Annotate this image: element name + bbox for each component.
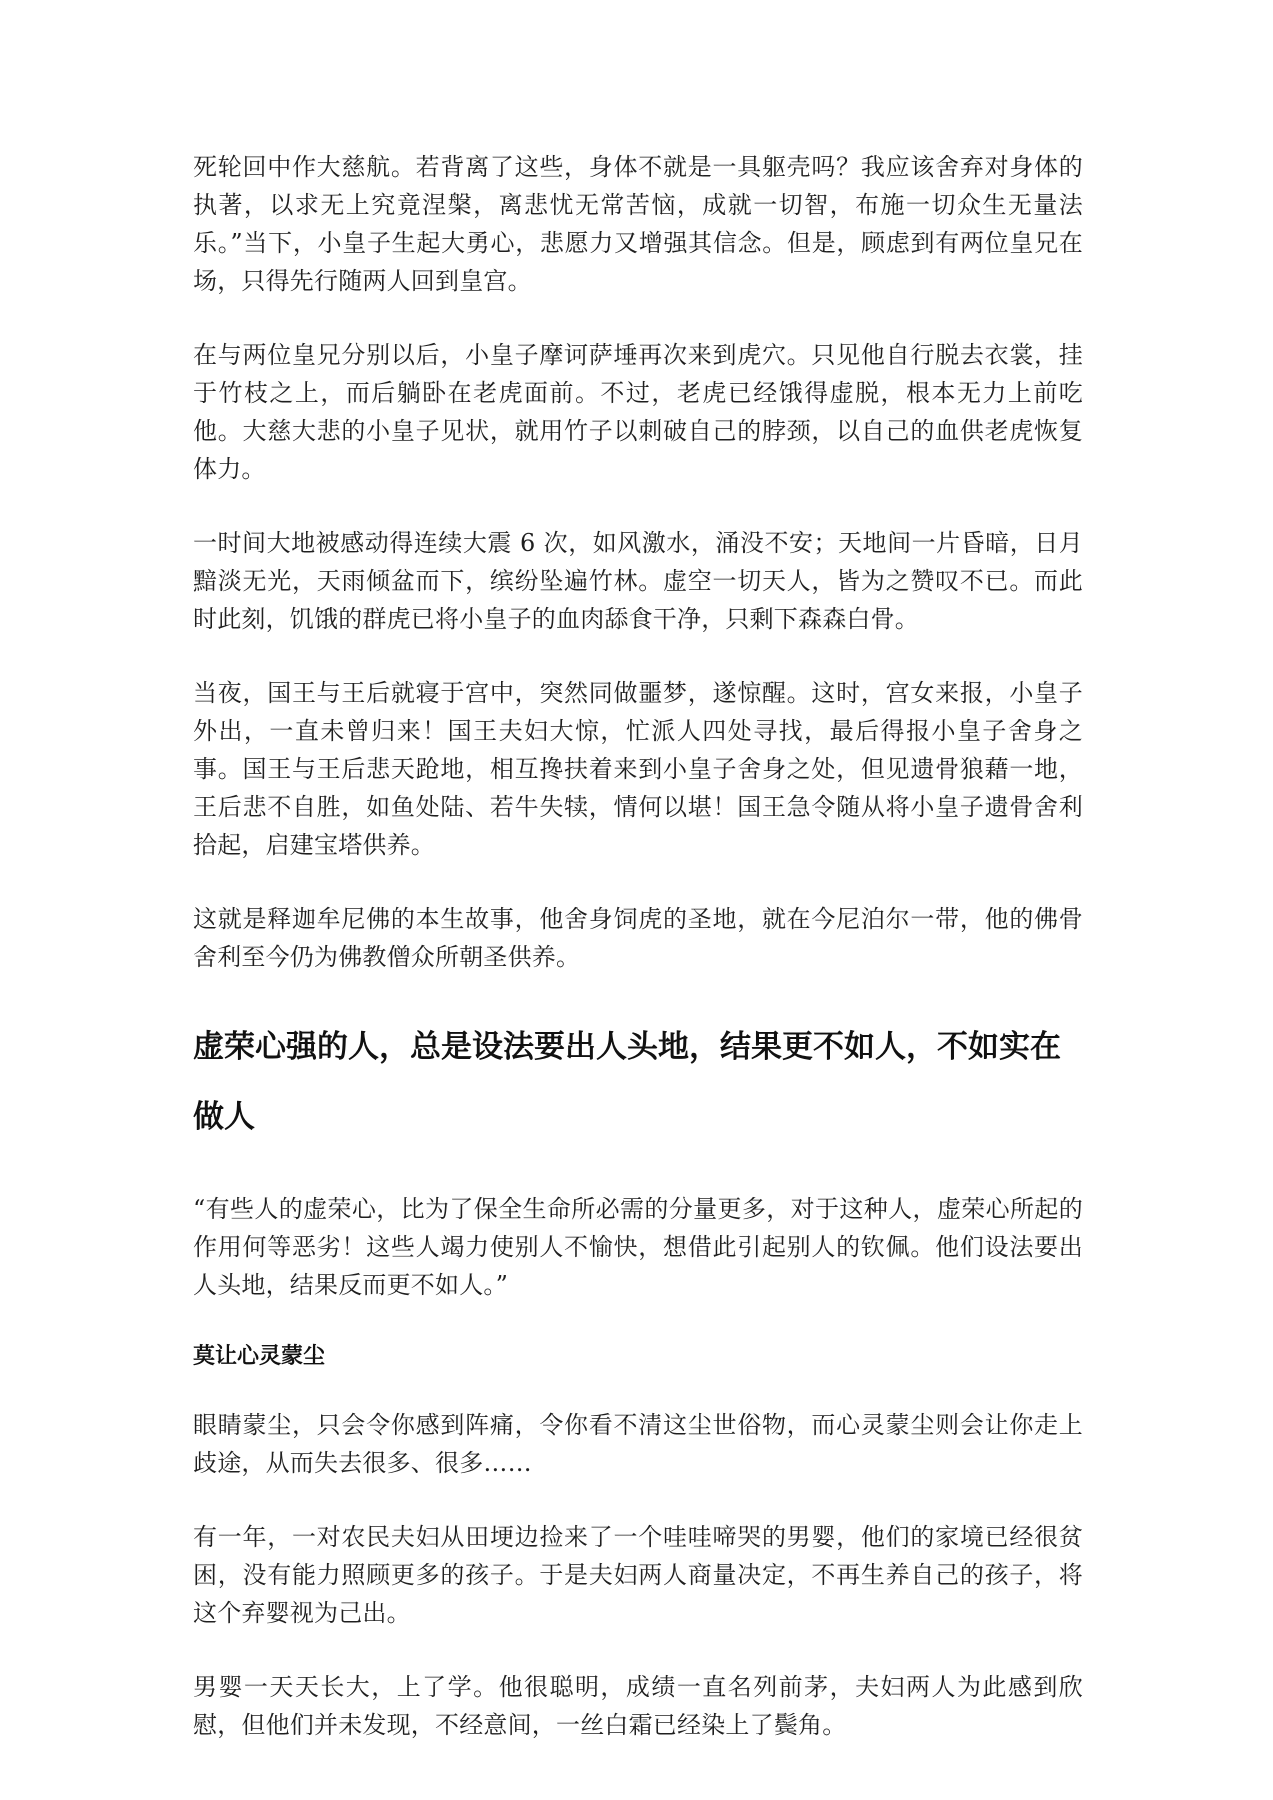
quote-paragraph: “有些人的虚荣心，比为了保全生命所必需的分量更多，对于这种人，虚荣心所起的作用何等恶劣！这些人竭力使别人不愉快，想借此引起别人的钦佩。他们设法要出人头地，结果反而更不如人。” [193,1195,1083,1299]
paragraph: 有一年，一对农民夫妇从田埂边捡来了一个哇哇啼哭的男婴，他们的家境已经很贫困，没有能力照顾更多的孩子。于是夫妇两人商量决定，不再生养自己的孩子，将这个弃婴视为己出。 [193,1523,1083,1627]
paragraph: 当夜，国王与王后就寝于宫中，突然同做噩梦，遂惊醒。这时，宫女来报，小皇子外出，一直未曾归来！国王夫妇大惊，忙派人四处寻找，最后得报小皇子舍身之事。国王与王后悲天跄地，相互搀扶着来到小皇子舍身之处，但见遗骨狼藉一地，王后悲不自胜，如鱼处陆、若牛失犊，情何以堪！国王急令随从将小皇子遗骨舍利拾起，启建宝塔供养。 [193,679,1083,859]
paragraph: 死轮回中作大慈航。若背离了这些，身体不就是一具躯壳吗？我应该舍弃对身体的执著，以求无上究竟涅槃，离悲忧无常苦恼，成就一切智，布施一切众生无量法乐。”当下，小皇子生起大勇心，悲愿力又增强其信念。但是，顾虑到有两位皇兄在场，只得先行随两人回到皇宫。 [193,153,1083,295]
section-heading: 虚荣心强的人，总是设法要出人头地，结果更不如人，不如实在做人 [193,1029,1061,1135]
paragraph: 这就是释迦牟尼佛的本生故事，他舍身饲虎的圣地，就在今尼泊尔一带，他的佛骨舍利至今仍为佛教僧众所朝圣供养。 [193,905,1083,971]
paragraph: 眼睛蒙尘，只会令你感到阵痛，令你看不清这尘世俗物，而心灵蒙尘则会让你走上歧途，从而失去很多、很多…… [193,1411,1083,1477]
document-page [193,148,1083,1780]
paragraph: 在与两位皇兄分别以后，小皇子摩诃萨埵再次来到虎穴。只见他自行脱去衣裳，挂于竹枝之上，而后躺卧在老虎面前。不过，老虎已经饿得虚脱，根本无力上前吃他。大慈大悲的小皇子见状，就用竹子以刺破自己的脖颈，以自己的血供老虎恢复体力。 [193,341,1083,483]
subheading: 莫让心灵蒙尘 [193,1344,326,1369]
paragraph: 男婴一天天长大，上了学。他很聪明，成绩一直名列前茅，夫妇两人为此感到欣慰，但他们并未发现，不经意间，一丝白霜已经染上了鬓角。 [193,1673,1083,1739]
paragraph: 一时间大地被感动得连续大震 6 次，如风激水，涌没不安；天地间一片昏暗，日月黯淡无光，天雨倾盆而下，缤纷坠遍竹林。虚空一切天人，皆为之赞叹不已。而此时此刻，饥饿的群虎已将小皇子的血肉舔食干净，只剩下森森白骨。 [193,529,1083,633]
